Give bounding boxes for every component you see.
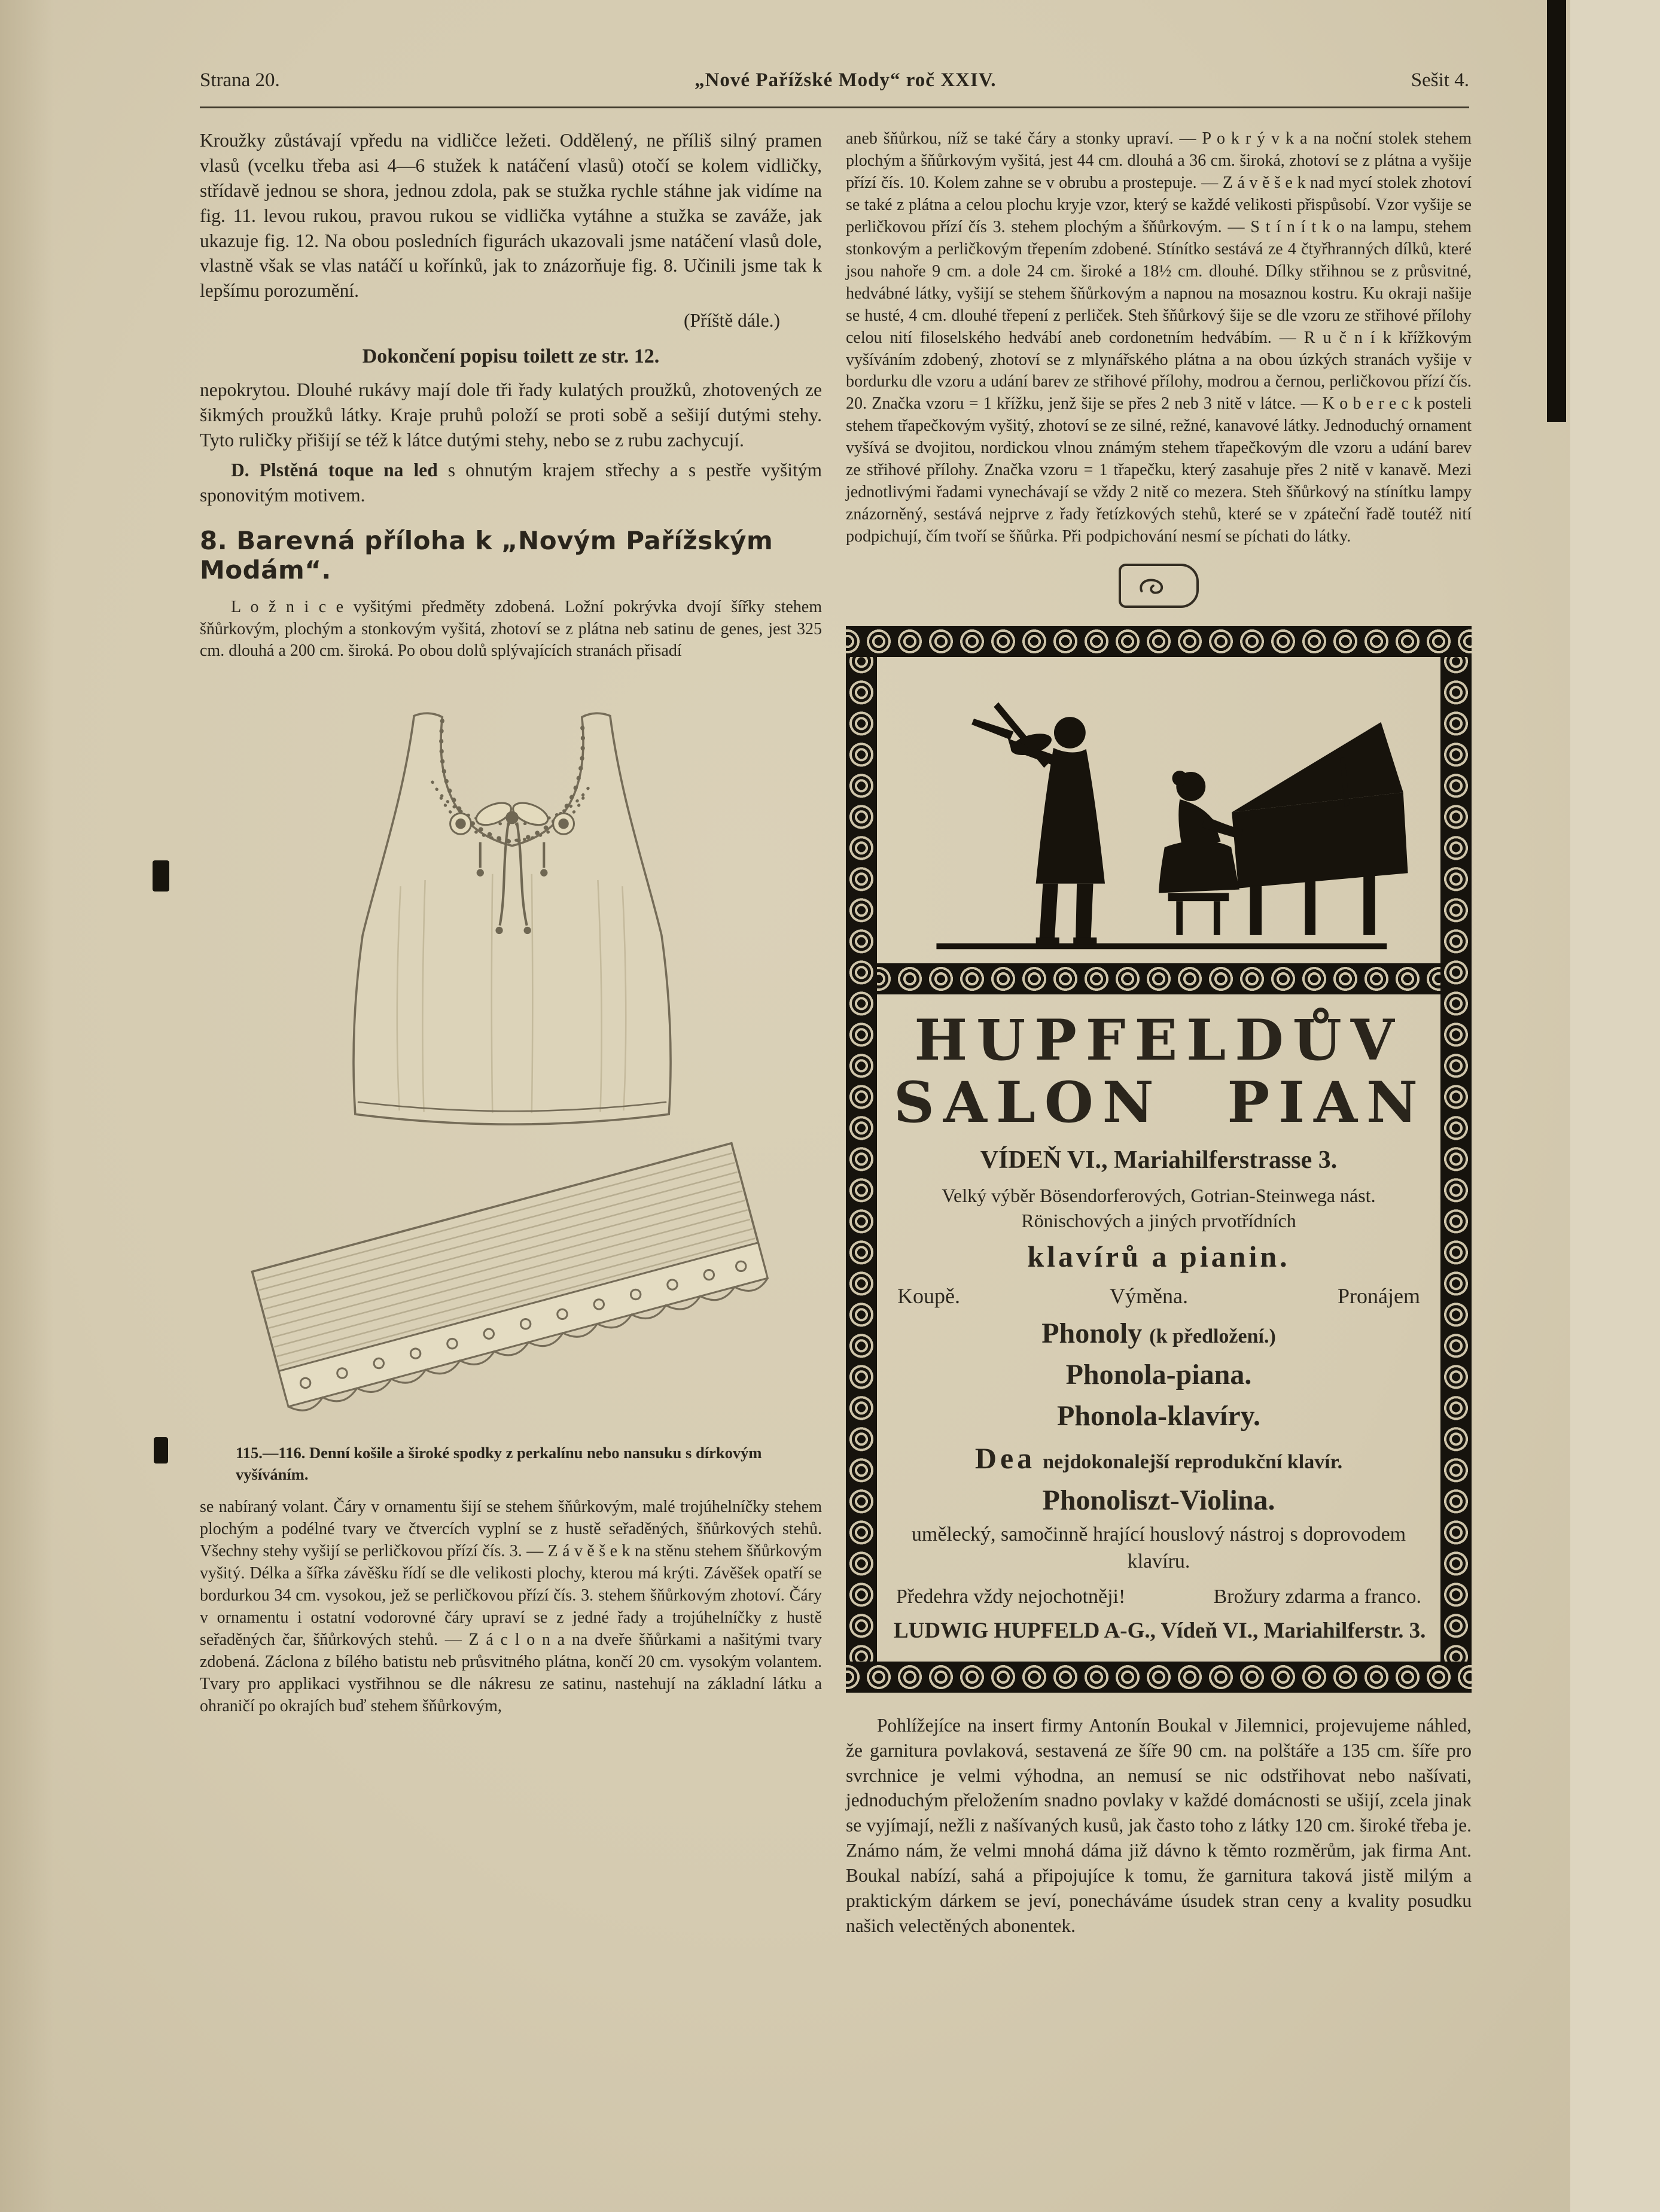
ad-intro: Velký výběr Bösendorferových, Gotrian-Steinwega nást. Rönischových a jiných prvotřídních bbox=[942, 1184, 1376, 1232]
paragraph: aneb šňůrkou, níž se také čáry a stonky upraví. — P o k r ý v k a na noční stolek stehem plochým a šňůrkovým vyšitá, jest 44 cm. dlouhá a 36 cm. široká, zhotoví se z plátna a vyšije přízí čís. 10. Kolem zahne se v obrubu a prostepuje. — Z á v ě š e k nad mycí stolek zhotoví se také z plátna a celou plochu kryje vzor, který se každé velikosti přispůsobí. Vzor vyšije se perličkovou přízí čís 3. stehem plochým a šňůrkovým. — S t í n í t k o na lampu, stehem stonkovým a perličkovým třepením zdobené. Stínítko sestává ze 4 čtyřhranných dílků, které jsou nahoře 9 cm. a dole 24 cm. široké a 18½ cm. dlouhé. Dílky střihnou se z průsvitné, hedvábné látky, vyšijí se stehem šňůrkovým a napnou na mosaznou kostru. Ku okraji našije se husté, 4 cm. dlouhé třepení z perliček. Steh šňůrkový šije se dle vzoru ze střihové přílohy celou nití filoselského hedvábí aneb cordonetním hedvábím. — R u č n í k křížkovým vyšíváním zdobený, zhotoví se z mlynářského plátna a na obou úzkých stranách vyšije v bordurku dle vzoru a udání barev ze střihové přílohy, modrou a černou, perličkovou přízí čís. 20. Značka vzoru = 1 křížku, jenž šije se přes 2 neb 3 nitě v látce. — K o b e r e c k posteli stehem třapečkovým vyšitý, zhotoví se ze silné, režné, kanavové látky. Jednoduchý ornament vyšívá se dvojitou, nordickou vlnou známým stehem třapečkovým dle vzoru a udání barev ze střihové přílohy. Značka vzoru = 1 třapečku, který zasahuje přes 2 nitě v kanavě. Mezi jednotlivými řadami vynechávají se vždy 2 nitě co mezera. Steh šňůrkový na stínítku lampy znázorněný, sestává nejprve z řady řetízkových stehů, které se v zpáteční řadě toutéž nití podpichují, čím tvoří se šňůrka. Při podpichování nesmí se píchati do látky. bbox=[846, 129, 1472, 546]
paragraph: L o ž n i c e vyšitými předměty zdobená. Ložní pokrývka dvojí šířky stehem šňůrkovým, plochým a stonkovým vyšitá, zhotoví se z plátna neb satinu de genes, jest 325 cm. dlouhá a 200 cm. široká. Po obou dolů splývajících stranách přisadí bbox=[200, 597, 822, 661]
hupfeld-advertisement bbox=[846, 626, 1472, 1693]
musicians-silhouette-illustration bbox=[877, 657, 1440, 963]
paragraph-text: s ohnutým krajem střechy a s pestře vyšitým sponovitým motivem. bbox=[200, 459, 822, 506]
page-header bbox=[200, 69, 1469, 92]
header-rule bbox=[200, 107, 1469, 108]
ad-service-buy: Koupě. bbox=[897, 1284, 960, 1309]
figure-caption: 115.—116. Denní košile a široké spodky z perkalínu nebo nansuku s dírkovým vyšíváním. bbox=[236, 1444, 762, 1484]
swirl-icon bbox=[1135, 574, 1182, 598]
ad-phonoliszt: Phonoliszt-Violina. bbox=[1042, 1484, 1275, 1517]
ad-text-block bbox=[877, 994, 1440, 1662]
issue-number: Sešit 4. bbox=[1411, 69, 1469, 91]
ad-address: VÍDEŇ VI., Mariahilferstrasse 3. bbox=[980, 1146, 1338, 1174]
circle-border-bottom bbox=[846, 1662, 1472, 1693]
ad-dea-desc: nejdokonalejší reprodukční klavír. bbox=[1043, 1451, 1343, 1474]
bloomers-illustration bbox=[252, 1143, 770, 1414]
ad-phonoliszt-desc: umělecký, samočinně hrající houslový nástroj s doprovodem klavíru. bbox=[911, 1523, 1406, 1572]
scan-artifact bbox=[153, 860, 169, 892]
ad-offer-row bbox=[894, 1586, 1424, 1608]
circle-border-right bbox=[1440, 657, 1472, 1662]
ad-phonoly-line bbox=[894, 1317, 1424, 1350]
paragraph: se nabíraný volant. Čáry v ornamentu šijí se stehem šňůrkovým, malé trojúhelníčky stehem plochým a podélné tvary ve čtvercích vyplní se z hustě seřaděných, šňůrkových stehů. Všechny stehy vyšijí se perličkovou přízí čís. 3. — Z á v ě š e k na stěnu stehem šňůrkovým vyšitý. Délka a šířka závěšku řídí se dle velikosti plochy, kterou má krýti. Závěšek opatří se bordurkou 34 cm. vysokou, jež se perličkovou přízí čís. 3. stehem šňůrkovým zhotoví. Čáry v ornamentu i ostatní vodorovné čáry upraví se z jedné řady a trojúhelníčky z hustě seřaděných čar, šňůrkových stehů. — Z á c l o n a na dveře šňůrkami a našitými tvary zdobená. Záclona z bílého batistu neb průsvitného plátna, končí 20 cm. vysokým volantem. Tvary pro applikaci vystřihnou se dle nákresu ze satinu, nastehují na základní látku a ohraničí po okrajích buď stehem šňůrkovým, bbox=[200, 1497, 822, 1715]
paragraph-lead: D. Plstěná toque na led bbox=[231, 459, 438, 480]
ad-offer-right: Brožury zdarma a franco. bbox=[1213, 1585, 1421, 1608]
magazine-title: „Nové Pařížské Mody“ roč XXIV. bbox=[695, 69, 997, 91]
ad-company-line: LUDWIG HUPFELD A-G., Vídeň VI., Mariahilferstr. 3. bbox=[894, 1618, 1426, 1643]
page-curvature-shade bbox=[0, 0, 54, 2212]
circle-border-top bbox=[846, 626, 1472, 657]
continuation-note: (Příště dále.) bbox=[684, 310, 780, 331]
ad-offer-left: Předehra vždy nejochotněji! bbox=[896, 1585, 1126, 1608]
circle-border-divider bbox=[877, 963, 1440, 994]
ad-dea: Dea bbox=[974, 1441, 1036, 1475]
color-supplement-heading: 8. Barevná příloha k „Novým Pařížským Modám“. bbox=[200, 525, 773, 585]
ad-products-heading: klavírů a pianin. bbox=[1027, 1240, 1290, 1274]
ad-phonoly: Phonoly bbox=[1041, 1318, 1143, 1350]
paragraph bbox=[200, 458, 822, 508]
section-heading: Dokončení popisu toilett ze str. 12. bbox=[362, 345, 660, 368]
text-columns bbox=[200, 128, 1472, 1943]
page-number: Strana 20. bbox=[200, 69, 280, 91]
left-column bbox=[200, 128, 822, 1943]
ad-service-exchange: Výměna. bbox=[1110, 1284, 1188, 1309]
violinist-piano-silhouette bbox=[896, 688, 1422, 963]
right-column bbox=[846, 128, 1472, 1943]
ad-phonoly-note: (k předložení.) bbox=[1149, 1325, 1276, 1348]
ad-title-line2: SALON PIAN bbox=[894, 1069, 1427, 1136]
paragraph: Kroužky zůstávají vpředu na vidličce ležeti. Oddělený, ne příliš silný pramen vlasů (vcelku třeba asi 4—6 stužek k natáčení vlasů) otočí se kolem vidličky, střídavě jednou se shora, jednou zdola, pak se stužka rychle stáhne jak vidíme na fig. 11. levou rukou, pravou rukou se vidlička vytáhne a stužka se zaváže, jak ukazuje fig. 12. Na obou posledních figurách ukazovali jsme natáčení vlasů dole, vlastně však se vlas natáčí u kořínků, jak to znázorňuje fig. 8. Učinili jsme tak k lepšímu porozumění. bbox=[200, 130, 822, 302]
scan-artifact bbox=[1547, 0, 1566, 422]
ad-services-row bbox=[894, 1283, 1424, 1309]
ad-phonola-klaviry: Phonola-klavíry. bbox=[1056, 1400, 1261, 1432]
paragraph: nepokrytou. Dlouhé rukávy mají dole tři řady kulatých proužků, zhotovených ze šikmých proužků látky. Kraje pruhů položí se proti sobě a sešijí dutými stehy. Tyto ruličky přišijí se též k látce dutými stehy, nebo se z rubu zachycují. bbox=[200, 379, 822, 451]
scan-artifact bbox=[154, 1437, 168, 1463]
chemise-illustration bbox=[215, 678, 807, 1438]
paragraph: Pohlížejíce na insert firmy Antonín Boukal v Jilemnici, projevujeme náhled, že garnitura povlaková, sestavená ze šíře 90 cm. na polštáře a 135 cm. šíře pro svrchnice je velmi výhodna, an nemusí se nic odstřihovat nebo našívati, jednoduchým přeložením snadno povlaky v každé domácnosti se ušijí, zcela jinak se vyjímají, nežli z našívaných kusů, jak často toho z látky 120 cm. široké třeba je. Známo nám, že velmi mnohá dáma již dávno k těmto rozměrům, jak firma Ant. Boukal nabízí, sahá a připojujíce k tomu, že garnitura taková jistě milým a praktickým dárkem se jeví, ponecháváme úsudek stran ceny a kvality posudku našich velectěných abonentek. bbox=[846, 1714, 1472, 1936]
page-edge bbox=[1570, 0, 1660, 2212]
ad-service-rent: Pronájem bbox=[1338, 1284, 1420, 1309]
ad-dea-line bbox=[894, 1441, 1424, 1475]
printer-ornament bbox=[1119, 564, 1199, 608]
ad-phonola-piana: Phonola-piana. bbox=[1065, 1359, 1252, 1391]
ad-title-line1: HUPFELDŮV bbox=[914, 1008, 1403, 1074]
circle-border-left bbox=[846, 657, 877, 1662]
fashion-figure bbox=[206, 678, 816, 1486]
